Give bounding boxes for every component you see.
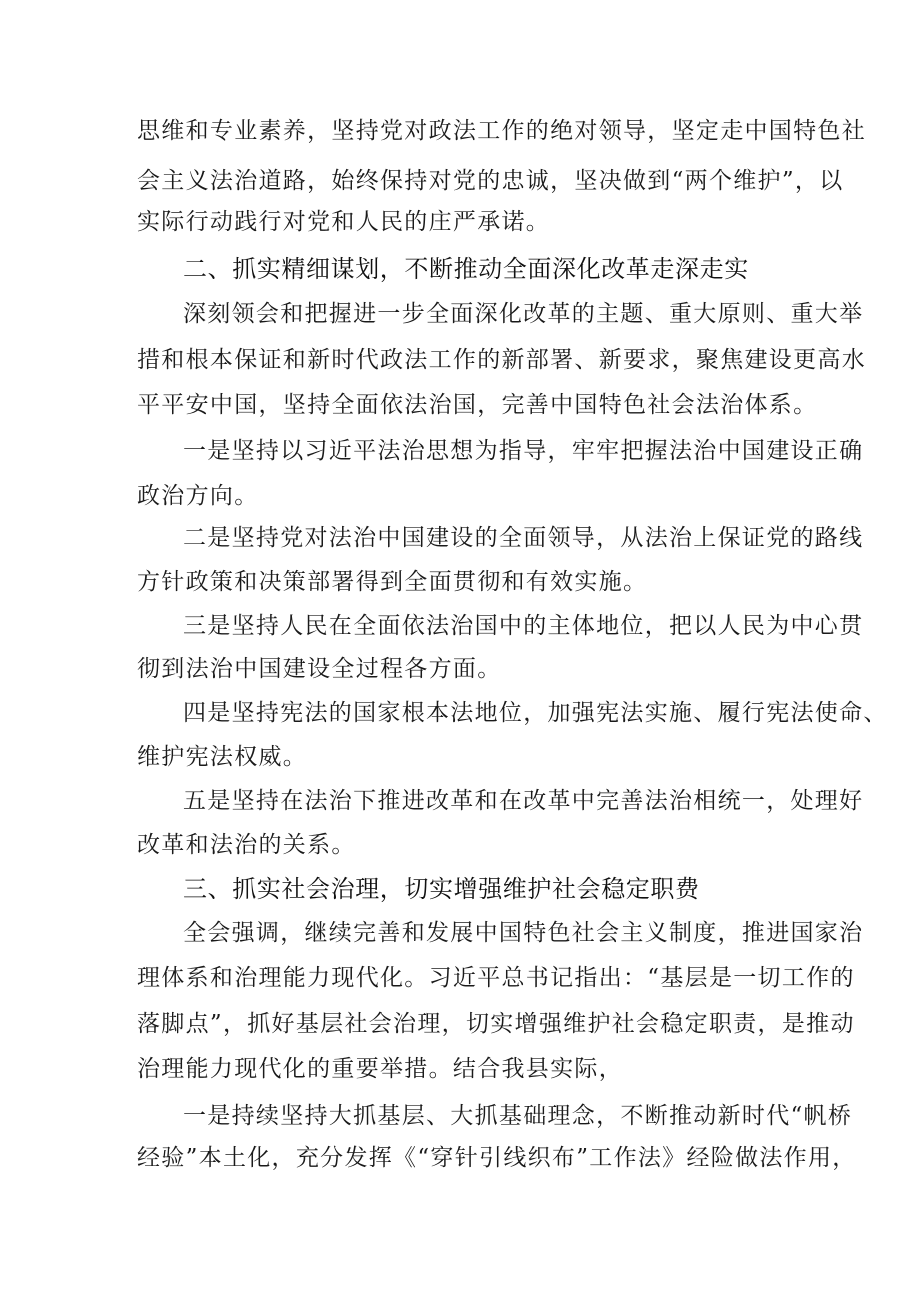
body-text-line: 方针政策和决策部署得到全面贯彻和有效实施。 [137, 569, 648, 595]
body-text-line: 全会强调，继续完善和发展中国特色社会主义制度，推进国家治 [183, 920, 864, 946]
body-text-line: 五是坚持在法治下推进改革和在改革中完善法治相统一，处理好 [183, 788, 864, 814]
body-text-line: 措和根本保证和新时代政法工作的新部署、新要求，聚焦建设更高水 [137, 347, 866, 373]
section-heading-3: 三、抓实社会治理，切实增强维护社会稳定职费 [183, 875, 700, 903]
body-text-line: 改革和法治的关系。 [137, 832, 356, 858]
body-text-line: 平平安中国，坚持全面依法治国，完善中国特色社会法治体系。 [137, 392, 818, 418]
body-text-line: 三是坚持人民在全面依法治国中的主体地位，把以人民为中心贯 [183, 613, 864, 639]
body-text-line: 思维和专业素养，坚持党对政法工作的绝对领导，坚定走中国特色社 [137, 118, 866, 144]
body-text-line: 深刻领会和把握进一步全面深化改革的主题、重大原则、重大举 [183, 301, 864, 327]
body-text-line: 一是持续坚持大抓基层、大抓基础理念，不断推动新时代“帆桥 [183, 1103, 853, 1129]
body-text-line: 政治方向。 [137, 483, 259, 509]
body-text-line: 二是坚持党对法治中国建设的全面领导，从法治上保证党的路线 [183, 525, 864, 551]
body-text-line: 一是坚持以习近平法治思想为指导，牢牢把握法治中国建设正确 [183, 438, 864, 464]
body-text-line: 实际行动践行对党和人民的庄严承诺。 [137, 209, 551, 235]
body-text-line: 治理能力现代化的重要举措。结合我县实际， [137, 1056, 623, 1082]
body-text-line: 经验”本土化，充分发挥《“穿针引线织布”工作法》经险做法作用， [137, 1145, 857, 1171]
body-text-line: 落脚点”，抓好基层社会治理，切实增强维护社会稳定职责，是推动 [137, 1011, 855, 1037]
body-text-line: 四是坚持宪法的国家根本法地位，加强宪法实施、履行宪法使命、 [183, 700, 888, 726]
body-text-line: 彻到法治中国建设全过程各方面。 [137, 656, 502, 682]
body-text-line: 理体系和治理能力现代化。习近平总书记指出：“基层是一切工作的 [137, 965, 855, 991]
body-text-line: 维护宪法权威。 [137, 744, 308, 770]
section-heading-2: 二、抓实精细谋划，不断推动全面深化改革走深走实 [183, 255, 749, 283]
body-text-line: 会主义法治道路，始终保持对党的忠诚，坚决做到“两个维护”，以 [137, 168, 844, 194]
